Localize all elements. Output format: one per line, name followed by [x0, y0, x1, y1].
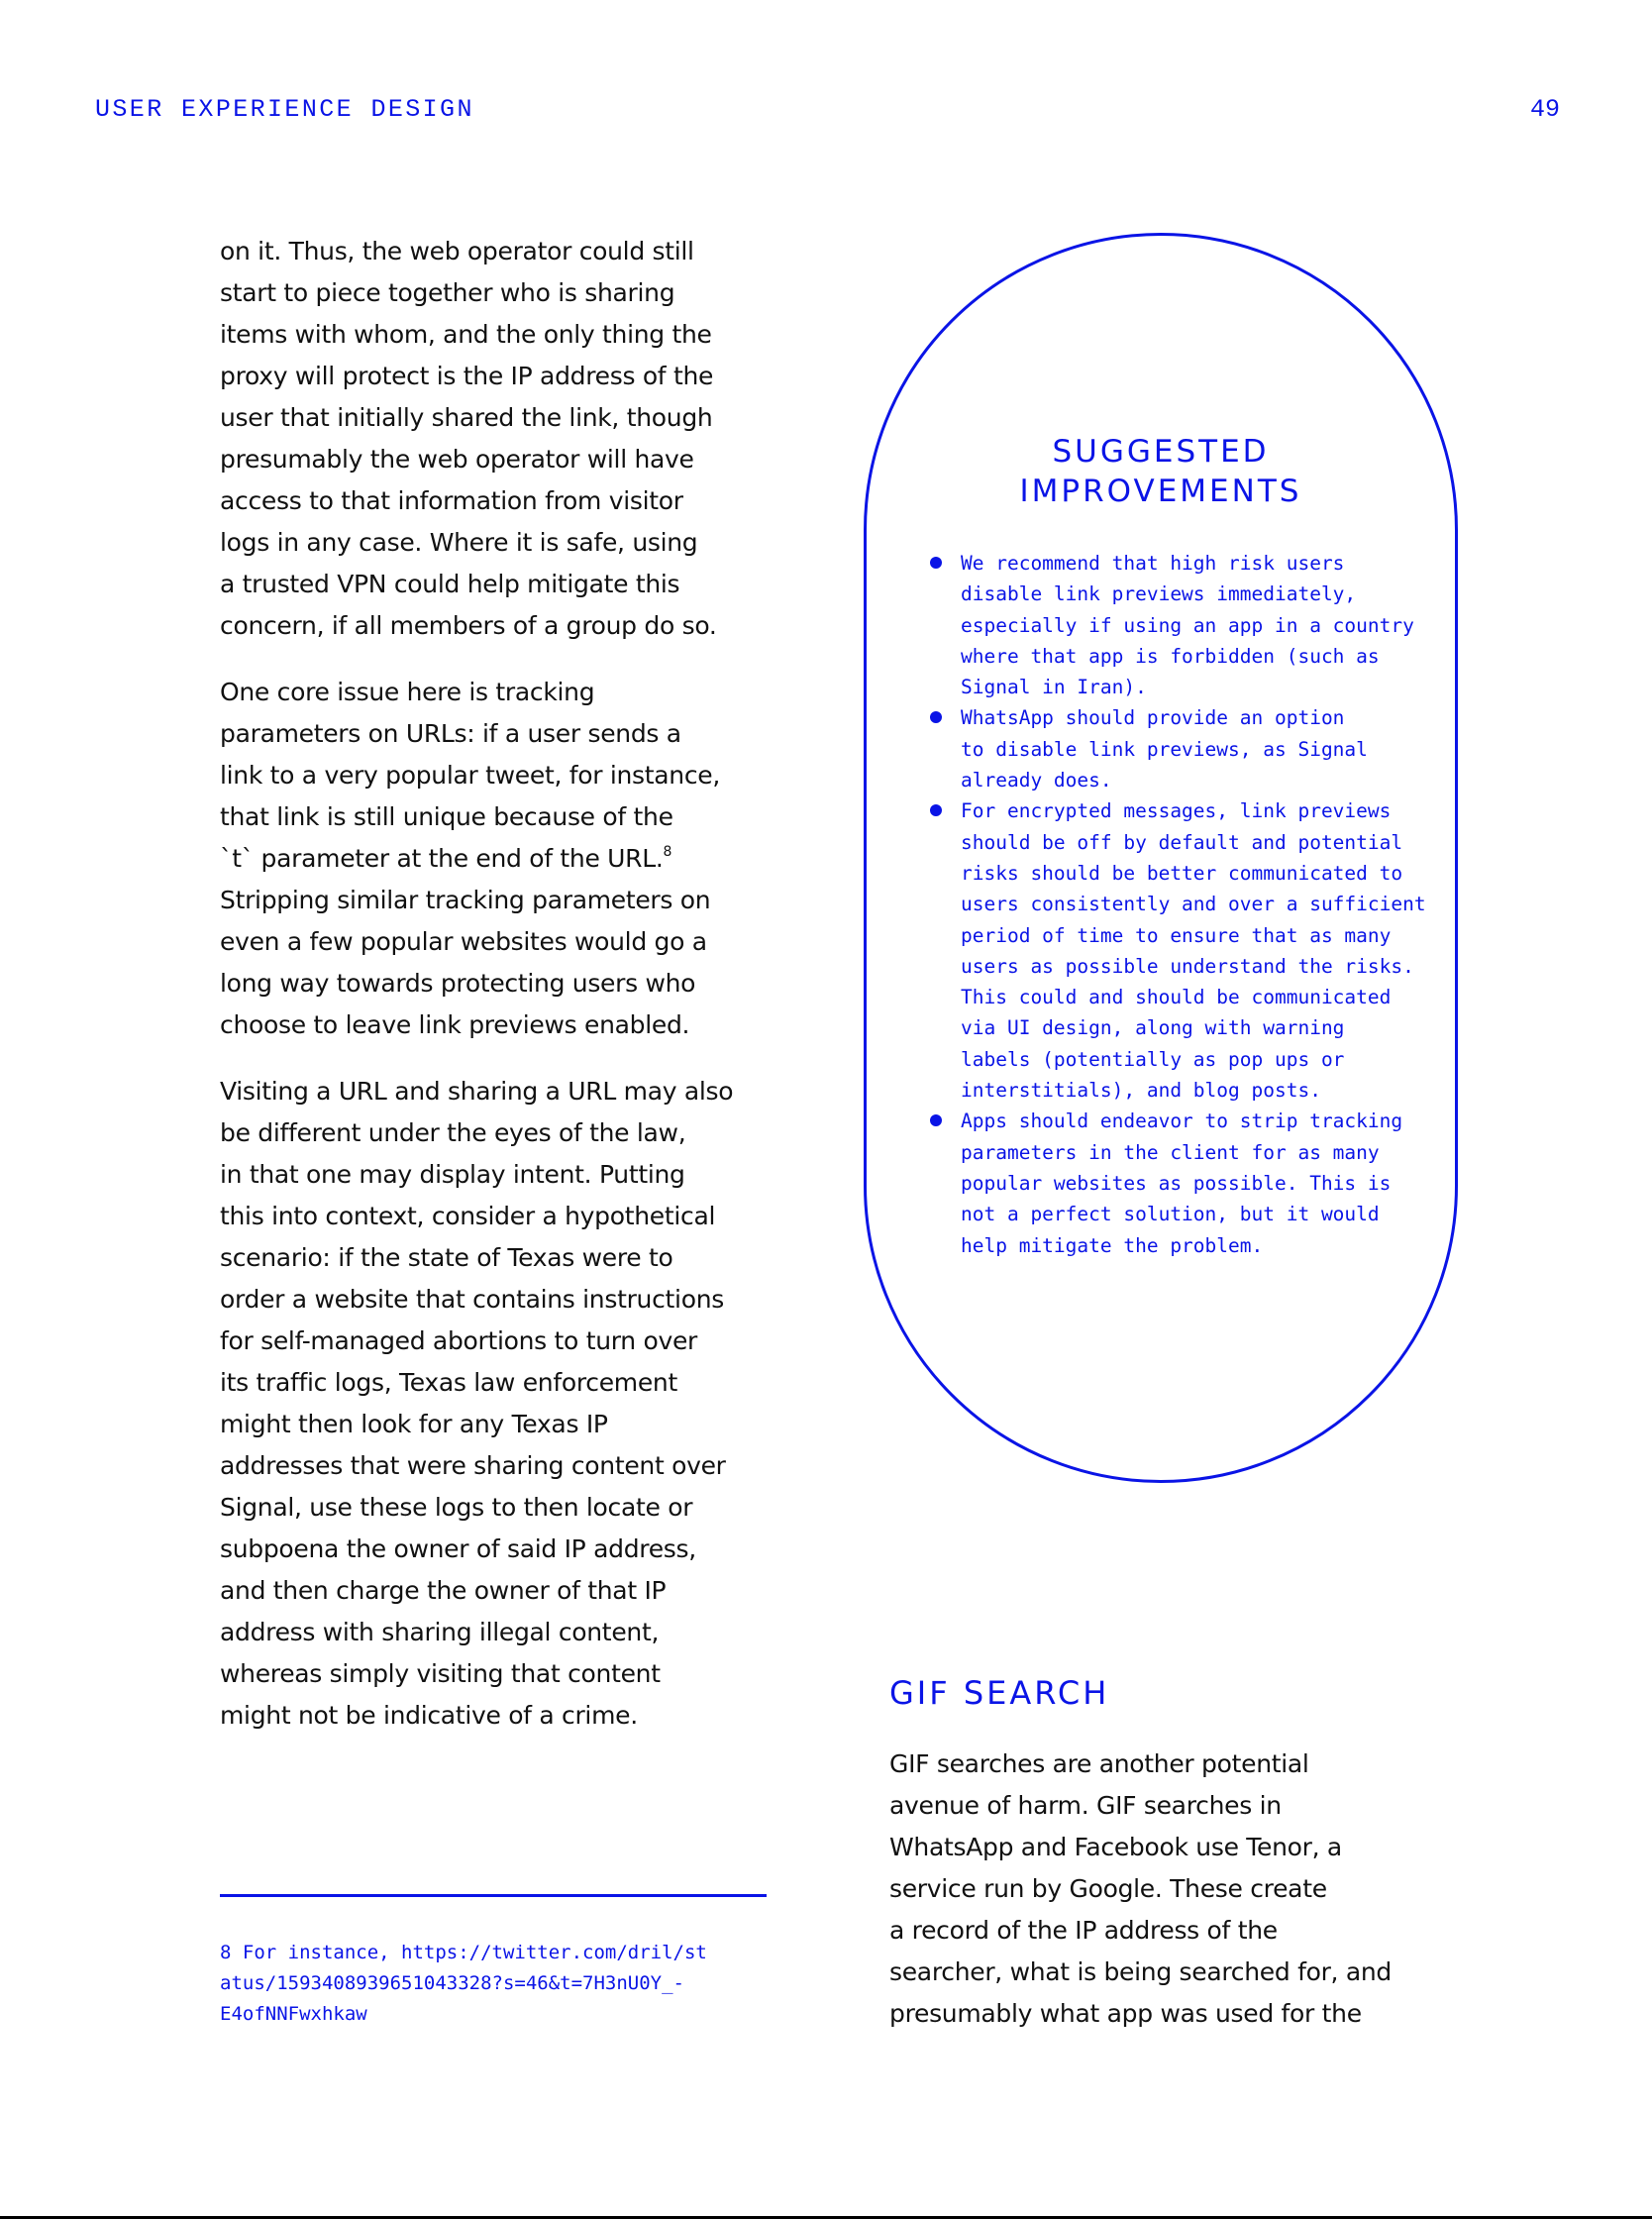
footnote [220, 1938, 774, 2030]
text-line: parameters in the client for as many [961, 1140, 1380, 1164]
title-line: IMPROVEMENTS [1019, 474, 1302, 509]
text-line: choose to leave link previews enabled. [220, 1010, 690, 1039]
list-item [928, 702, 1443, 795]
text-line: WhatsApp and Facebook use Tenor, a [889, 1833, 1342, 1861]
text-line: concern, if all members of a group do so. [220, 611, 717, 640]
bullet-icon [930, 557, 942, 569]
text-line: GIF searches are another potential [889, 1749, 1309, 1778]
text-line: presumably the web operator will have [220, 445, 694, 474]
improvements-list [928, 548, 1443, 1261]
text-line: be different under the eyes of the law, [220, 1118, 686, 1147]
text-line: addresses that were sharing content over [220, 1451, 726, 1480]
text-line: access to that information from visitor [220, 486, 683, 515]
text-line: presumably what app was used for the [889, 1999, 1362, 2028]
right-column [889, 1744, 1444, 2060]
paragraph-3 [220, 1071, 774, 1737]
text-line: this into context, consider a hypothetical [220, 1202, 716, 1230]
text-line: help mitigate the problem. [961, 1233, 1264, 1257]
footnote-reference[interactable]: 8 [663, 844, 672, 860]
list-item [928, 795, 1443, 1106]
text-line: on it. Thus, the web operator could still [220, 237, 694, 265]
text-line: scenario: if the state of Texas were to [220, 1243, 673, 1272]
text-line: especially if using an app in a country [961, 613, 1414, 637]
text-line: its traffic logs, Texas law enforcement [220, 1368, 677, 1397]
text-line: Apps should endeavor to strip tracking [961, 1110, 1403, 1133]
text-line: users as possible understand the risks. [961, 954, 1414, 978]
text-line: labels (potentially as pop ups or [961, 1047, 1345, 1071]
text-line: long way towards protecting users who [220, 969, 696, 998]
text-line: might not be indicative of a crime. [220, 1701, 638, 1730]
footnote-line: atus/1593408939651043328?s=46&t=7H3nU0Y_- [220, 1972, 684, 1994]
footnote-line: E4ofNNFwxhkaw [220, 2003, 367, 2025]
text-line: interstitials), and blog posts. [961, 1079, 1321, 1103]
text-line: disable link previews immediately, [961, 582, 1357, 606]
text-line: via UI design, along with warning [961, 1016, 1345, 1040]
text-line: We recommend that high risk users [961, 552, 1345, 575]
text-line: For encrypted messages, link previews [961, 799, 1392, 823]
text-line: Stripping similar tracking parameters on [220, 886, 711, 914]
running-head: USER EXPERIENCE DESIGN [95, 95, 474, 124]
list-item [928, 548, 1443, 702]
text-line: WhatsApp should provide an option [961, 706, 1345, 730]
text-line: not a perfect solution, but it would [961, 1203, 1380, 1226]
text-line [220, 838, 774, 880]
paragraph-1 [220, 231, 774, 647]
text-line: parameters on URLs: if a user sends a [220, 719, 681, 748]
text-line: that link is still unique because of the [220, 802, 673, 831]
text-line: to disable link previews, as Signal [961, 737, 1368, 761]
text-line: link to a very popular tweet, for instance, [220, 761, 721, 790]
text-line: popular websites as possible. This is [961, 1171, 1392, 1195]
text-line: subpoena the owner of said IP address, [220, 1534, 696, 1563]
text-line: logs in any case. Where it is safe, using [220, 528, 698, 557]
text-line: even a few popular websites would go a [220, 927, 707, 956]
text-line: for self-managed abortions to turn over [220, 1326, 698, 1355]
text-line: should be off by default and potential [961, 830, 1403, 854]
paragraph-2 [220, 672, 774, 1046]
text-line: and then charge the owner of that IP [220, 1576, 667, 1605]
text-line: already does. [961, 769, 1112, 792]
bullet-icon [930, 1114, 942, 1126]
page-number: 49 [1529, 95, 1560, 124]
text-line: start to piece together who is sharing [220, 278, 675, 307]
text-line-content: `t` parameter at the end of the URL. [220, 844, 664, 873]
text-line: a trusted VPN could help mitigate this [220, 570, 680, 598]
text-line: risks should be better communicated to [961, 861, 1403, 885]
text-line: where that app is forbidden (such as [961, 644, 1380, 668]
left-column [220, 231, 774, 1761]
text-line: searcher, what is being searched for, and [889, 1957, 1392, 1986]
footnote-divider [220, 1894, 767, 1897]
text-line: Signal in Iran). [961, 676, 1147, 699]
text-line: proxy will protect is the IP address of the [220, 362, 714, 390]
bullet-icon [930, 711, 942, 723]
text-line: user that initially shared the link, though [220, 403, 713, 432]
text-line: service run by Google. These create [889, 1874, 1327, 1903]
text-line: order a website that contains instructions [220, 1285, 724, 1314]
text-line: whereas simply visiting that content [220, 1659, 661, 1688]
text-line: Signal, use these logs to then locate or [220, 1493, 693, 1522]
bullet-icon [930, 804, 942, 816]
text-line: One core issue here is tracking [220, 678, 595, 706]
text-line: a record of the IP address of the [889, 1916, 1278, 1945]
text-line: might then look for any Texas IP [220, 1410, 608, 1438]
suggested-improvements-title [864, 432, 1458, 511]
paragraph-gif [889, 1744, 1444, 2035]
text-line: users consistently and over a sufficient [961, 893, 1426, 916]
section-heading-gif-search: GIF SEARCH [889, 1674, 1110, 1712]
text-line: avenue of harm. GIF searches in [889, 1791, 1282, 1820]
footnote-line: 8 For instance, https://twitter.com/dril/st [220, 1942, 707, 1963]
text-line: This could and should be communicated [961, 986, 1392, 1009]
text-line: in that one may display intent. Putting [220, 1160, 685, 1189]
text-line: items with whom, and the only thing the [220, 320, 712, 349]
list-item [928, 1106, 1443, 1260]
text-line: address with sharing illegal content, [220, 1618, 660, 1646]
text-line: Visiting a URL and sharing a URL may also [220, 1077, 734, 1106]
text-line: period of time to ensure that as many [961, 923, 1392, 947]
title-line: SUGGESTED [1052, 434, 1270, 470]
